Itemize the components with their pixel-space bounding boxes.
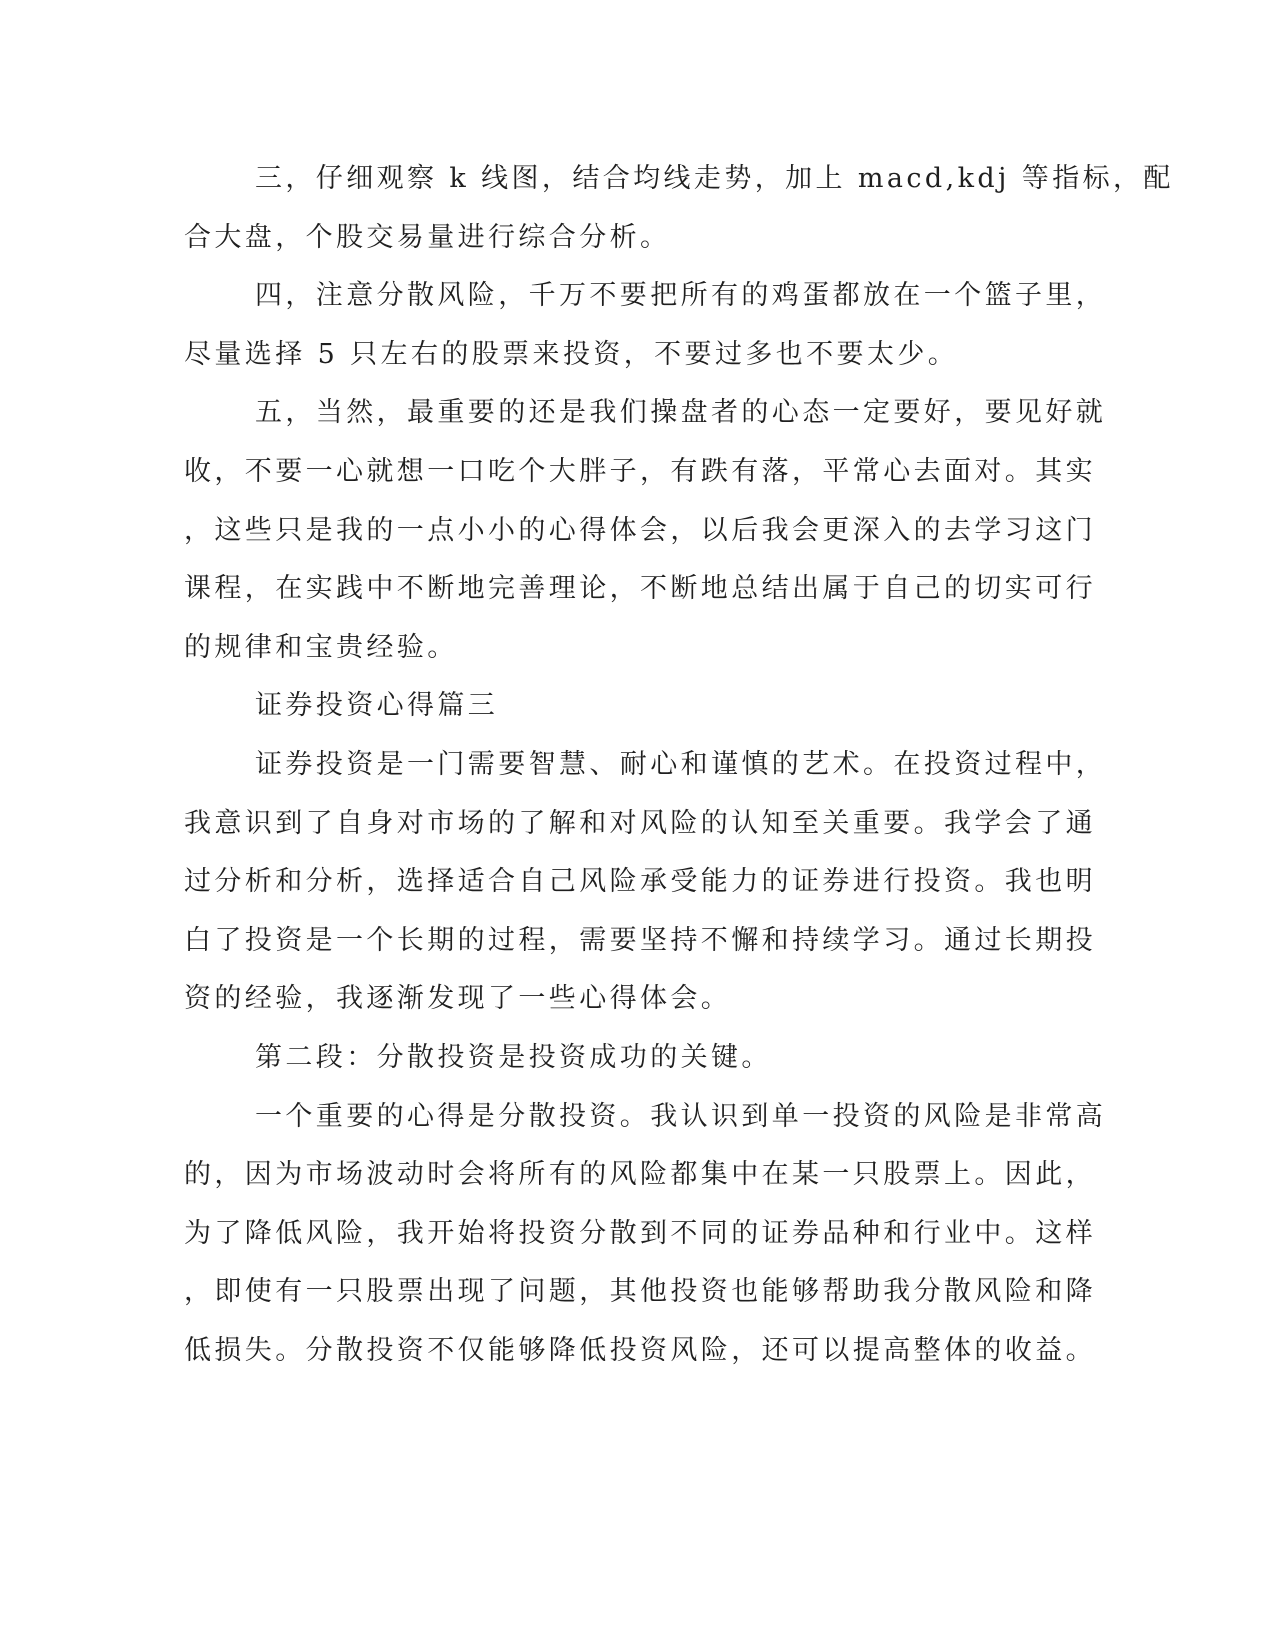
paragraph-intro bbox=[184, 736, 1107, 1029]
paragraph-diversification bbox=[184, 1088, 1107, 1381]
text-line: ，即使有一只股票出现了问题，其他投资也能够帮助我分散风险和降 bbox=[184, 1276, 1096, 1308]
text-line: 的，因为市场波动时会将所有的风险都集中在某一只股票上。因此， bbox=[184, 1159, 1096, 1191]
text-line: 三，仔细观察 k 线图，结合均线走势，加上 macd,kdj 等指标，配 bbox=[255, 163, 1174, 194]
text-line: 课程，在实践中不断地完善理论，不断地总结出属于自己的切实可行 bbox=[184, 573, 1096, 605]
text-line: 低损失。分散投资不仅能够降低投资风险，还可以提高整体的收益。 bbox=[184, 1334, 1096, 1366]
second-section-title bbox=[184, 1029, 1044, 1088]
section-heading-text: 证券投资心得篇三 bbox=[255, 690, 499, 722]
text-line: 证券投资是一门需要智慧、耐心和谨慎的艺术。在投资过程中， bbox=[255, 748, 1107, 780]
text-line: 过分析和分析，选择适合自己风险承受能力的证券进行投资。我也明 bbox=[184, 866, 1096, 898]
paragraph-point-five bbox=[184, 384, 1107, 677]
text-line: 资的经验，我逐渐发现了一些心得体会。 bbox=[184, 983, 732, 1015]
paragraph-point-three bbox=[184, 150, 1174, 267]
text-line: 一个重要的心得是分散投资。我认识到单一投资的风险是非常高 bbox=[255, 1100, 1107, 1132]
text-line: 合大盘，个股交易量进行综合分析。 bbox=[184, 221, 671, 253]
paragraph-point-four bbox=[184, 267, 1107, 384]
text-line: 尽量选择 5 只左右的股票来投资，不要过多也不要太少。 bbox=[184, 338, 959, 370]
section-title-text: 第二段：分散投资是投资成功的关键。 bbox=[255, 1041, 772, 1073]
text-line: 五，当然，最重要的还是我们操盘者的心态一定要好，要见好就 bbox=[255, 397, 1107, 429]
text-line: 四，注意分散风险，千万不要把所有的鸡蛋都放在一个篮子里， bbox=[255, 280, 1107, 312]
section-heading bbox=[184, 677, 1044, 736]
text-line: ，这些只是我的一点小小的心得体会，以后我会更深入的去学习这门 bbox=[184, 514, 1096, 546]
document-body bbox=[184, 150, 1174, 1380]
text-line: 收，不要一心就想一口吃个大胖子，有跌有落，平常心去面对。其实 bbox=[184, 455, 1096, 487]
text-line: 我意识到了自身对市场的了解和对风险的认知至关重要。我学会了通 bbox=[184, 807, 1096, 839]
text-line: 为了降低风险，我开始将投资分散到不同的证券品种和行业中。这样 bbox=[184, 1217, 1096, 1249]
text-line: 的规律和宝贵经验。 bbox=[184, 631, 458, 663]
text-line: 白了投资是一个长期的过程，需要坚持不懈和持续学习。通过长期投 bbox=[184, 924, 1096, 956]
